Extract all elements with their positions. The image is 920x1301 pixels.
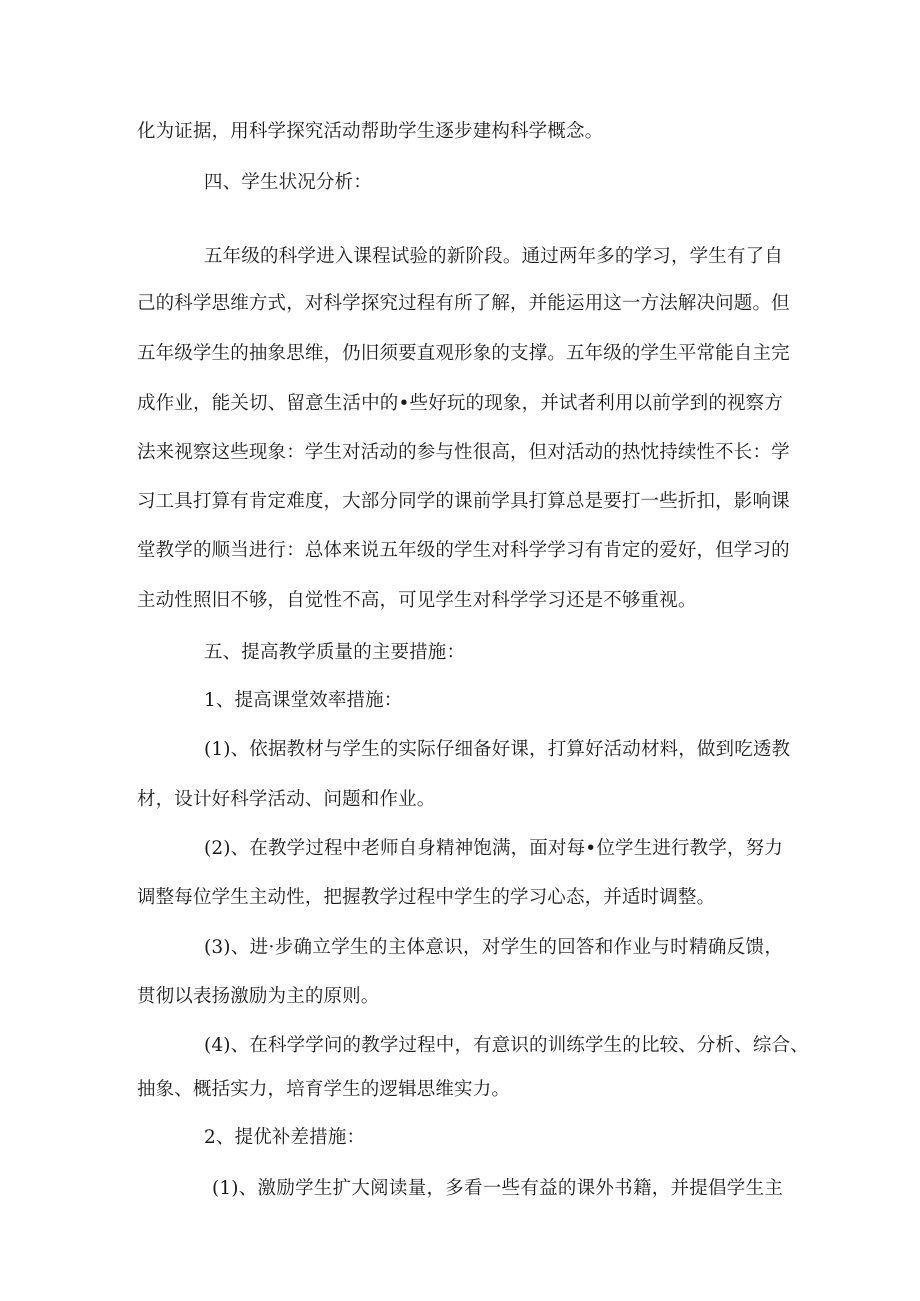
paragraph-line: 主动性照旧不够，自觉性不高，可见学生对科学学习还是不够重视。 xyxy=(137,590,697,611)
paragraph-line: 己的科学思维方式，对科学探究过程有所了解，并能运用这一方法解决问题。但 xyxy=(137,293,790,314)
section-heading-4: 四、学生状况分析： xyxy=(204,172,372,193)
list-item-line: (1)、激励学生扩大阅读量，多看一些有益的课外书籍，并提倡学生主 xyxy=(212,1178,783,1199)
list-item-line: 贯彻以表扬激励为主的原则。 xyxy=(137,986,380,1007)
list-item-line: (1)、依据教材与学生的实际仔细备好课，打算好活动材料，做到吃透教 xyxy=(204,739,791,760)
paragraph-line: 成作业，能关切、留意生活中的•些好玩的现象，并试者利用以前学到的视察方 xyxy=(137,393,783,414)
paragraph-line: 五年级学生的抽象思维，仍旧须要直观形象的支撑。五年级的学生平常能自主完 xyxy=(137,343,790,364)
list-item-line: (3)、进·步确立学生的主体意识，对学生的回答和作业与时精确反馈， xyxy=(204,937,783,958)
section-heading-5: 五、提高教学质量的主要措施： xyxy=(204,642,466,663)
list-item-line: 调整每位学生主动性，把握教学过程中学生的学习心态，并适时调整。 xyxy=(137,887,716,908)
paragraph-line: 法来视察这些现象：学生对活动的参与性很高，但对活动的热忱持续性不长：学 xyxy=(137,442,790,463)
list-item-line: 材，设计好科学活动、问题和作业。 xyxy=(137,789,436,810)
subsection-heading-1: 1、提高课堂效率措施： xyxy=(204,690,403,711)
paragraph-line: 习工具打算有肯定难度，大部分同学的课前学具打算总是要打一些折扣，影响课 xyxy=(137,491,790,512)
list-item-line: (2)、在教学过程中老师自身精神饱满，面对每•位学生进行教学，努力 xyxy=(204,838,783,859)
list-item-line: (4)、在科学学问的教学过程中，有意识的训练学生的比较、分析、综合、 xyxy=(204,1035,809,1056)
paragraph-line: 五年级的科学进入课程试验的新阶段。通过两年多的学习，学生有了自 xyxy=(204,246,783,267)
list-item-line: 抽象、概括实力，培育学生的逻辑思维实力。 xyxy=(137,1079,511,1100)
paragraph-line: 化为证据，用科学探究活动帮助学生逐步建构科学概念。 xyxy=(137,121,604,142)
subsection-heading-2: 2、提优补差措施： xyxy=(204,1127,366,1148)
paragraph-line: 堂教学的顺当进行：总体来说五年级的学生对科学学习有肯定的爱好，但学习的 xyxy=(137,540,790,561)
